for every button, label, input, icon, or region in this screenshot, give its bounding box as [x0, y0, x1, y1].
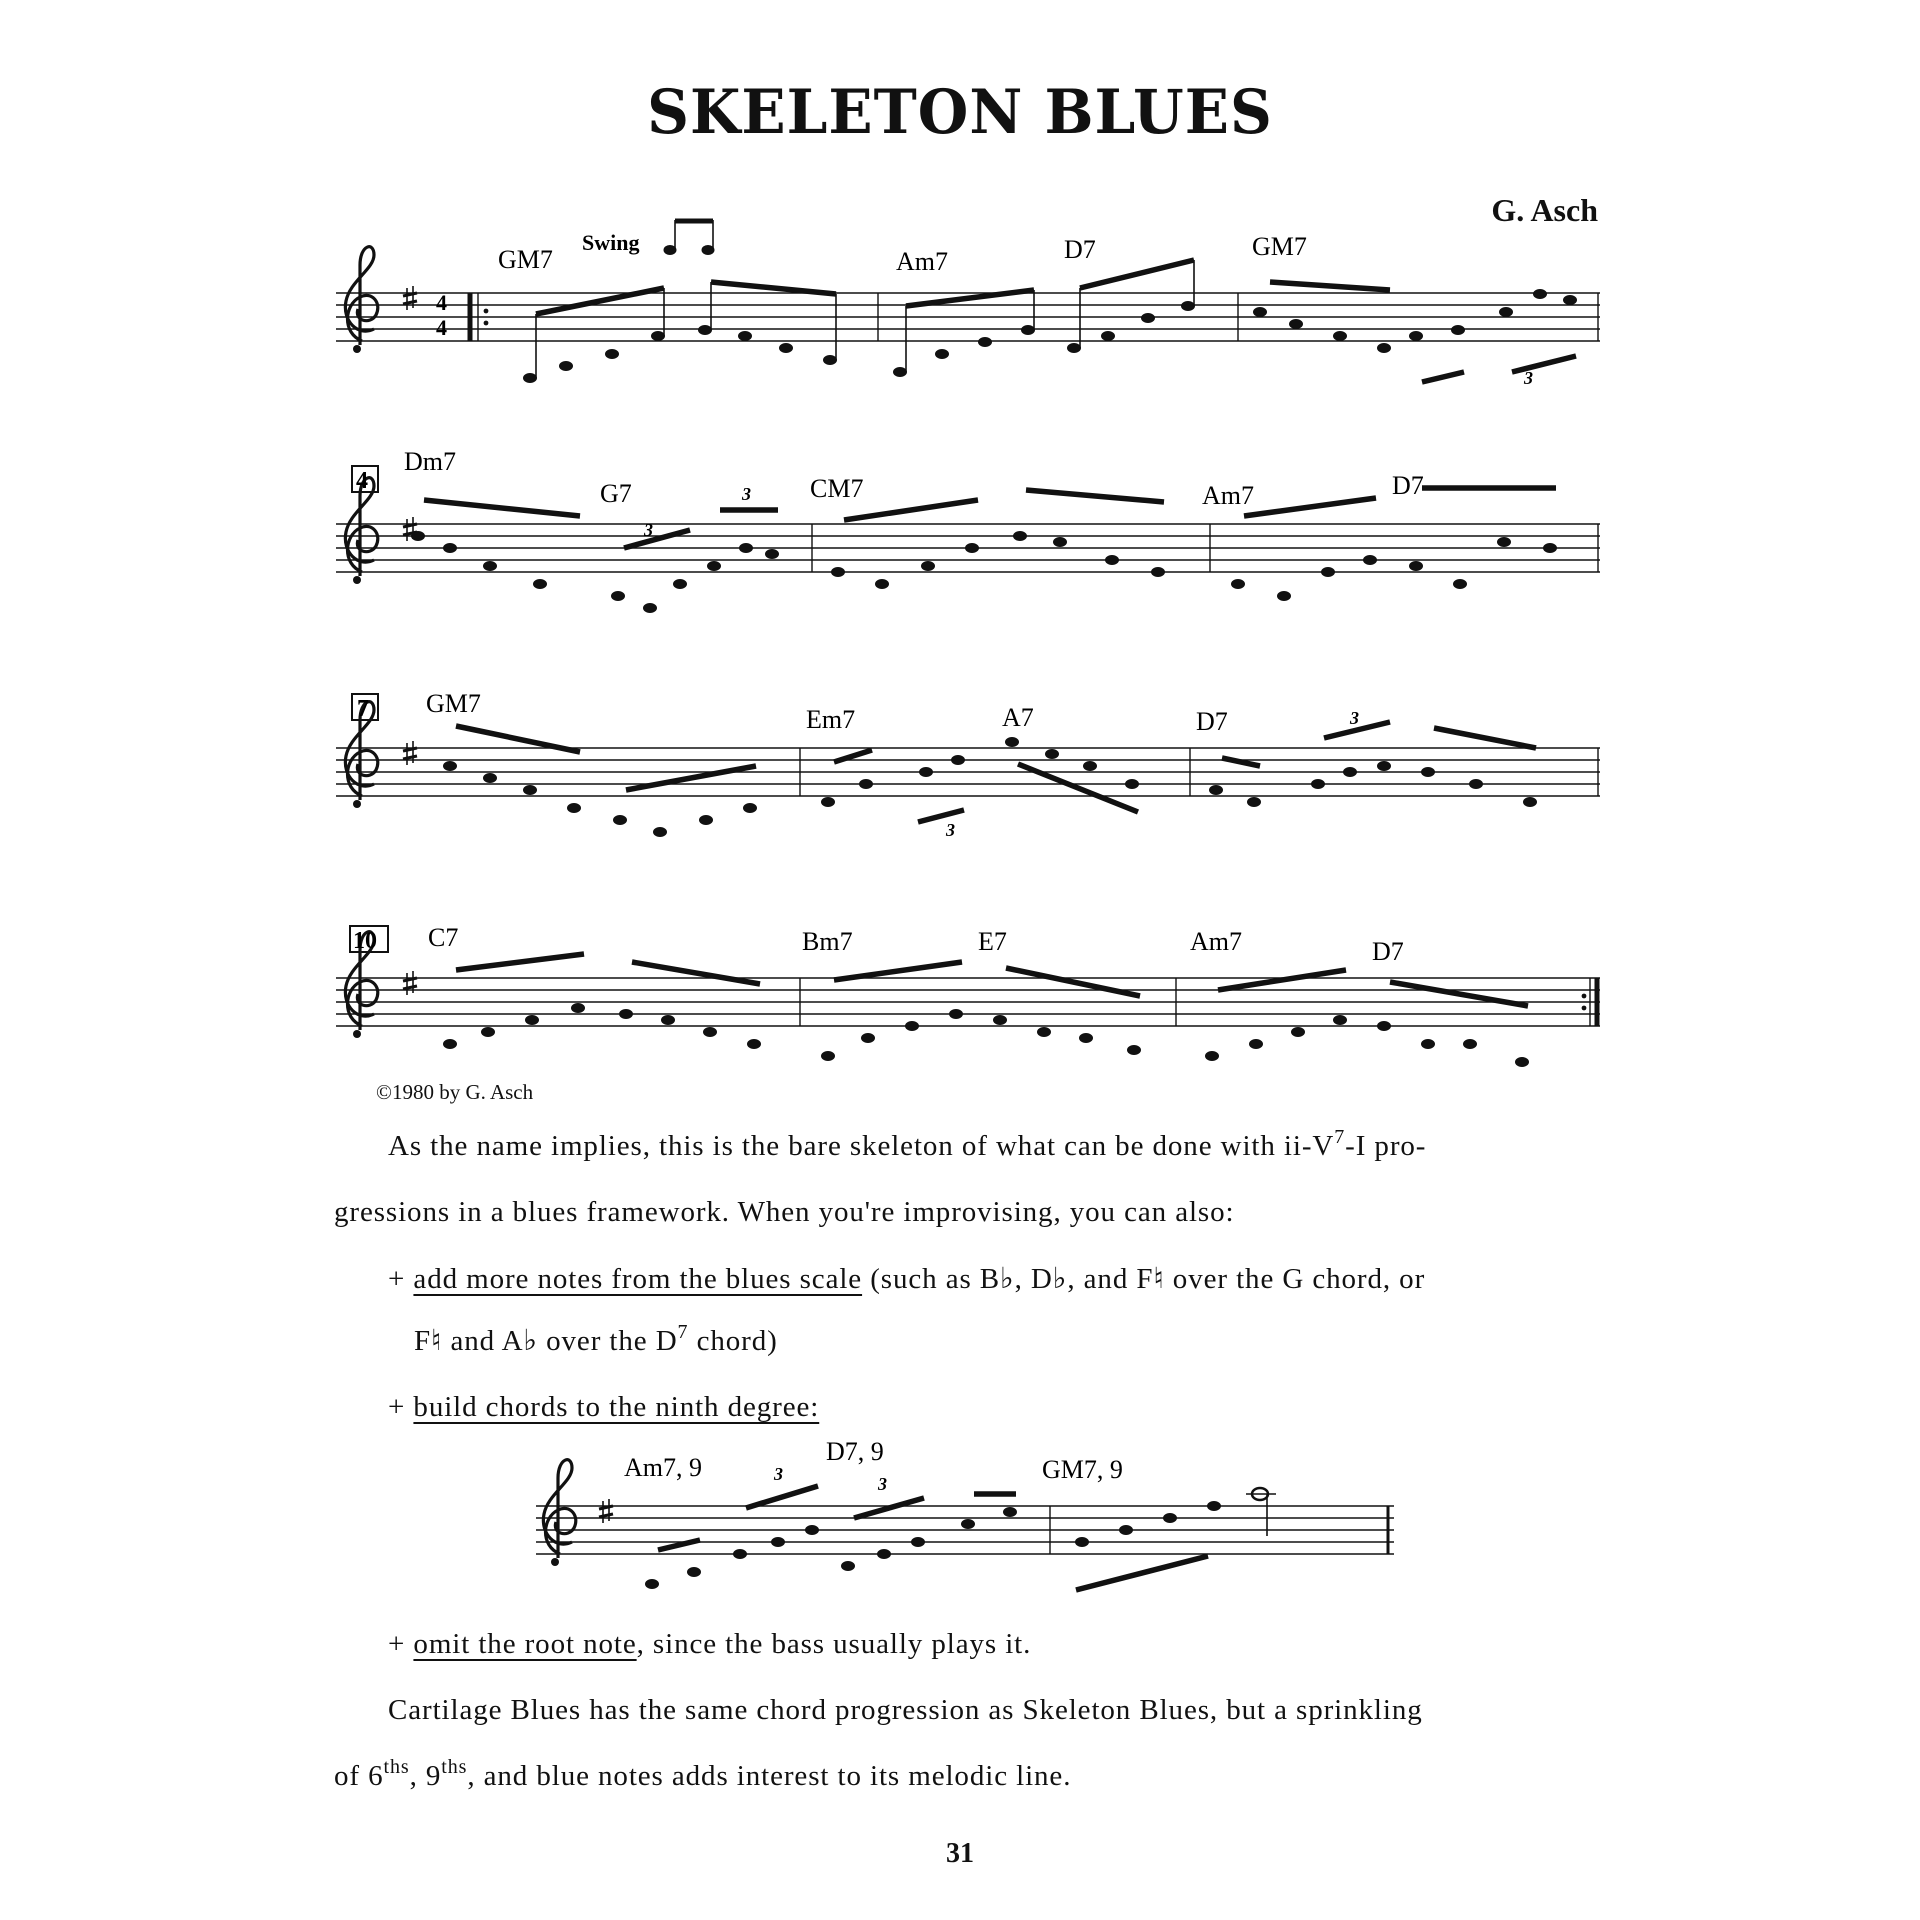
bullet-line: [388, 1261, 1425, 1296]
chord-symbol: E7: [978, 927, 1007, 956]
paragraph-line: gressions in a blues framework. When you're improvising, you can also:: [334, 1196, 1235, 1228]
text-span: (such as B♭, D♭, and F♮ over the G chord, or: [862, 1263, 1426, 1295]
chord-symbol: Am7: [1202, 481, 1254, 510]
chord-symbol: GM7: [426, 689, 481, 718]
copyright: ©1980 by G. Asch: [376, 1080, 534, 1104]
text-span: , and blue notes adds interest to its melodic line.: [467, 1760, 1072, 1792]
text-span: F♮ and A♭ over the D: [414, 1325, 678, 1357]
measure-number: 4: [356, 468, 368, 494]
tempo-marking: Swing: [582, 230, 640, 255]
chord-symbol: Em7: [806, 705, 856, 734]
system-4: [336, 923, 1600, 1067]
text-span: As the name implies, this is the bare skeleton of what can be done with ii-V: [388, 1130, 1335, 1162]
text-span: of 6: [334, 1760, 384, 1792]
bullet-line: [414, 1323, 778, 1358]
superscript: ths: [441, 1756, 468, 1778]
system-3: [336, 689, 1600, 840]
bullet-line: [388, 1391, 819, 1424]
system-2: [336, 447, 1600, 613]
bullet-plus: +: [388, 1391, 406, 1423]
bullet-plus: +: [388, 1628, 406, 1660]
triplet-mark: 3: [878, 1474, 887, 1494]
chord-symbol: C7: [428, 923, 459, 952]
chord-symbol: Am7: [896, 247, 948, 276]
superscript: ths: [383, 1756, 410, 1778]
underlined-text: build chords to the ninth degree:: [413, 1391, 820, 1423]
chord-symbol: Bm7: [802, 927, 853, 956]
chord-symbol: GM7: [498, 245, 553, 274]
chord-symbol: D7: [1392, 471, 1424, 500]
ninth-chords-example: [536, 1437, 1394, 1590]
text-span: -I pro-: [1345, 1130, 1427, 1162]
chord-symbol: CM7: [810, 474, 864, 503]
triplet-mark: 3: [774, 1464, 783, 1484]
underlined-text: add more notes from the blues scale: [413, 1263, 863, 1295]
triplet-mark: 3: [742, 484, 751, 504]
chord-symbol: A7: [1002, 703, 1034, 732]
paragraph-line: [334, 1756, 1072, 1793]
measure-number: 10: [353, 928, 377, 954]
text-span: , 9: [409, 1760, 442, 1792]
chord-symbol: D7: [1196, 707, 1228, 736]
bullet-line: [388, 1628, 1031, 1661]
paragraph-line: Cartilage Blues has the same chord progression as Skeleton Blues, but a sprinkling: [388, 1694, 1423, 1726]
chord-symbol: D7: [1064, 235, 1096, 264]
triplet-mark: 3: [1350, 708, 1359, 728]
chord-symbol: Am7, 9: [624, 1453, 702, 1482]
page-title: SKELETON BLUES: [647, 76, 1273, 148]
chord-symbol: Am7: [1190, 927, 1242, 956]
underlined-text: omit the root note: [413, 1628, 637, 1660]
system-1: [336, 220, 1600, 388]
chord-symbol: G7: [600, 479, 632, 508]
text-span: chord): [688, 1325, 778, 1357]
chord-symbol: D7, 9: [826, 1437, 884, 1466]
time-sig-bottom: 4: [436, 315, 447, 340]
swing-eighths-icon: [664, 220, 714, 255]
paragraph-line: [388, 1126, 1427, 1163]
bullet-plus: +: [388, 1263, 406, 1295]
triplet-mark: 3: [1524, 368, 1533, 388]
triplet-mark: 3: [946, 820, 955, 840]
chord-symbol: Dm7: [404, 447, 456, 476]
page-number: 31: [946, 1838, 974, 1869]
chord-symbol: GM7, 9: [1042, 1455, 1123, 1484]
time-sig-top: 4: [436, 290, 447, 315]
chord-symbol: GM7: [1252, 232, 1307, 261]
superscript: 7: [1334, 1126, 1346, 1148]
measure-number: 7: [357, 696, 369, 722]
triplet-mark: 3: [644, 520, 653, 540]
text-span: , since the bass usually plays it.: [636, 1628, 1032, 1660]
chord-symbol: D7: [1372, 937, 1404, 966]
superscript: 7: [677, 1321, 689, 1343]
composer: G. Asch: [1491, 192, 1598, 228]
